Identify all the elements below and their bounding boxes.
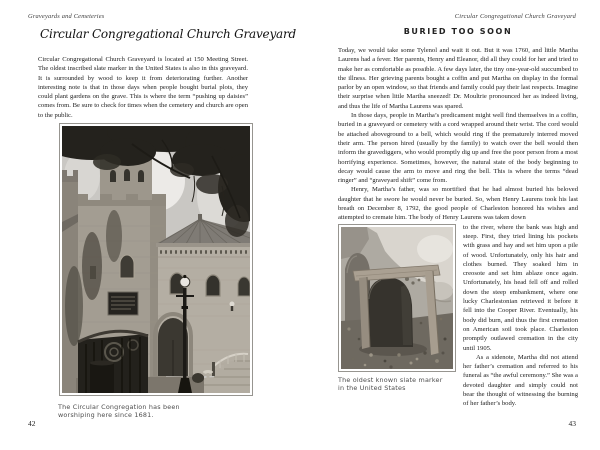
church-photo xyxy=(59,123,253,396)
paragraph: Henry, Martha’s father, was so mortified that he had almost buried his beloved daughter that he swore he would never be buried. So, when Henry Laurens took his last breath on December 8, 1792, the good people of Charleston honored his wishes and attempted to cremate him. The body of Henry Laurens was taken down xyxy=(338,186,578,222)
section-heading: BURIED TOO SOON xyxy=(403,27,513,36)
right-page xyxy=(300,0,600,450)
slate-marker-caption: The oldest known slate marker in the United States xyxy=(338,375,443,393)
page-number-left: 42 xyxy=(28,419,36,428)
church-photo-image xyxy=(62,126,250,393)
slate-marker-photo-image xyxy=(341,227,453,369)
running-head-left: Graveyards and Cemeteries xyxy=(28,13,105,20)
paragraph: As a sidenote, Martha did not attend her father’s cremation and referred to his funeral as “the awful ceremony.” She was a devoted daughter and simply could not bear the thought of witnessing the burning of her father’s body. xyxy=(463,353,578,408)
slate-marker-photo xyxy=(338,224,456,372)
paragraph: to the river, where the bank was high and steep. First, they tried lining his pockets with grass and hay and set him upon a pile of wood. Unfortunately, only his hair and clothes burned. They soaked him in creosote and set him ablaze once again. Unfortunately, his head fell off and rolled down the steep embankment, where one lucky Charlestonian retrieved it before it fell into the Cooper River. Eventually, his body did burn, and thus the first cremation on American soil took place. Charleston promptly outlawed cremation in the city until 1905. xyxy=(463,223,578,352)
running-head-right: Circular Congregational Church Graveyard xyxy=(454,13,576,20)
paragraph: In those days, people in Martha’s predicament might well find themselves in a coffin, buried in a graveyard or cemetery with a cord wrapped around their wrist. The cord would be attached aboveground to a bell, which would ring if the prematurely interred moved their arm. The person hired (usually by the family) to watch over the bell would then inform the gravediggers, who would promptly dig up and free the poor person from a most horrifying experience. Sometimes, however, the natural state of the body beginning to decay would cause the arm to move and ring the bell. This is where the terms “dead ringer” and “graveyard shift” come from. xyxy=(338,112,578,185)
paragraph: Today, we would take some Tylenol and wait it out. But it was 1760, and little Martha Laurens had a fever. Her parents, Henry and Eleanor, did all they could for her and tried to make her as comfortable as possible. A few days later, the tiny one-year-old succumbed to the illness. Her grieving parents bought a coffin and put Martha on display in the formal parlor by an open window, so that friends and family could pay their last respects. Imagine their surprise when little Martha sneezed! Dr. Moultrie pronounced her as indeed living, and thus the life of Martha Laurens was spared. xyxy=(338,47,578,110)
slate-marker-figure xyxy=(338,224,456,393)
intro-paragraph: Circular Congregational Church Graveyard is located at 150 Meeting Street. The oldest inscribed slate marker in the United States is also in this graveyard. It is surrounded by wood to keep it from deteriorating further. Another interesting note is that in those days when people bought burial plots, they could plant gardens on the grave. This is where the term “pushing up daisies” comes from. Be sure to check for times when the cemetery and church are open to the public. xyxy=(38,56,248,119)
chapter-title: Circular Congregational Church Graveyard xyxy=(40,27,297,41)
page-number-right: 43 xyxy=(568,419,576,428)
right-body-column xyxy=(338,46,578,432)
church-photo-caption: The Circular Congregation has been worshiping here since 1681. xyxy=(58,403,180,420)
left-body-column xyxy=(38,55,248,120)
